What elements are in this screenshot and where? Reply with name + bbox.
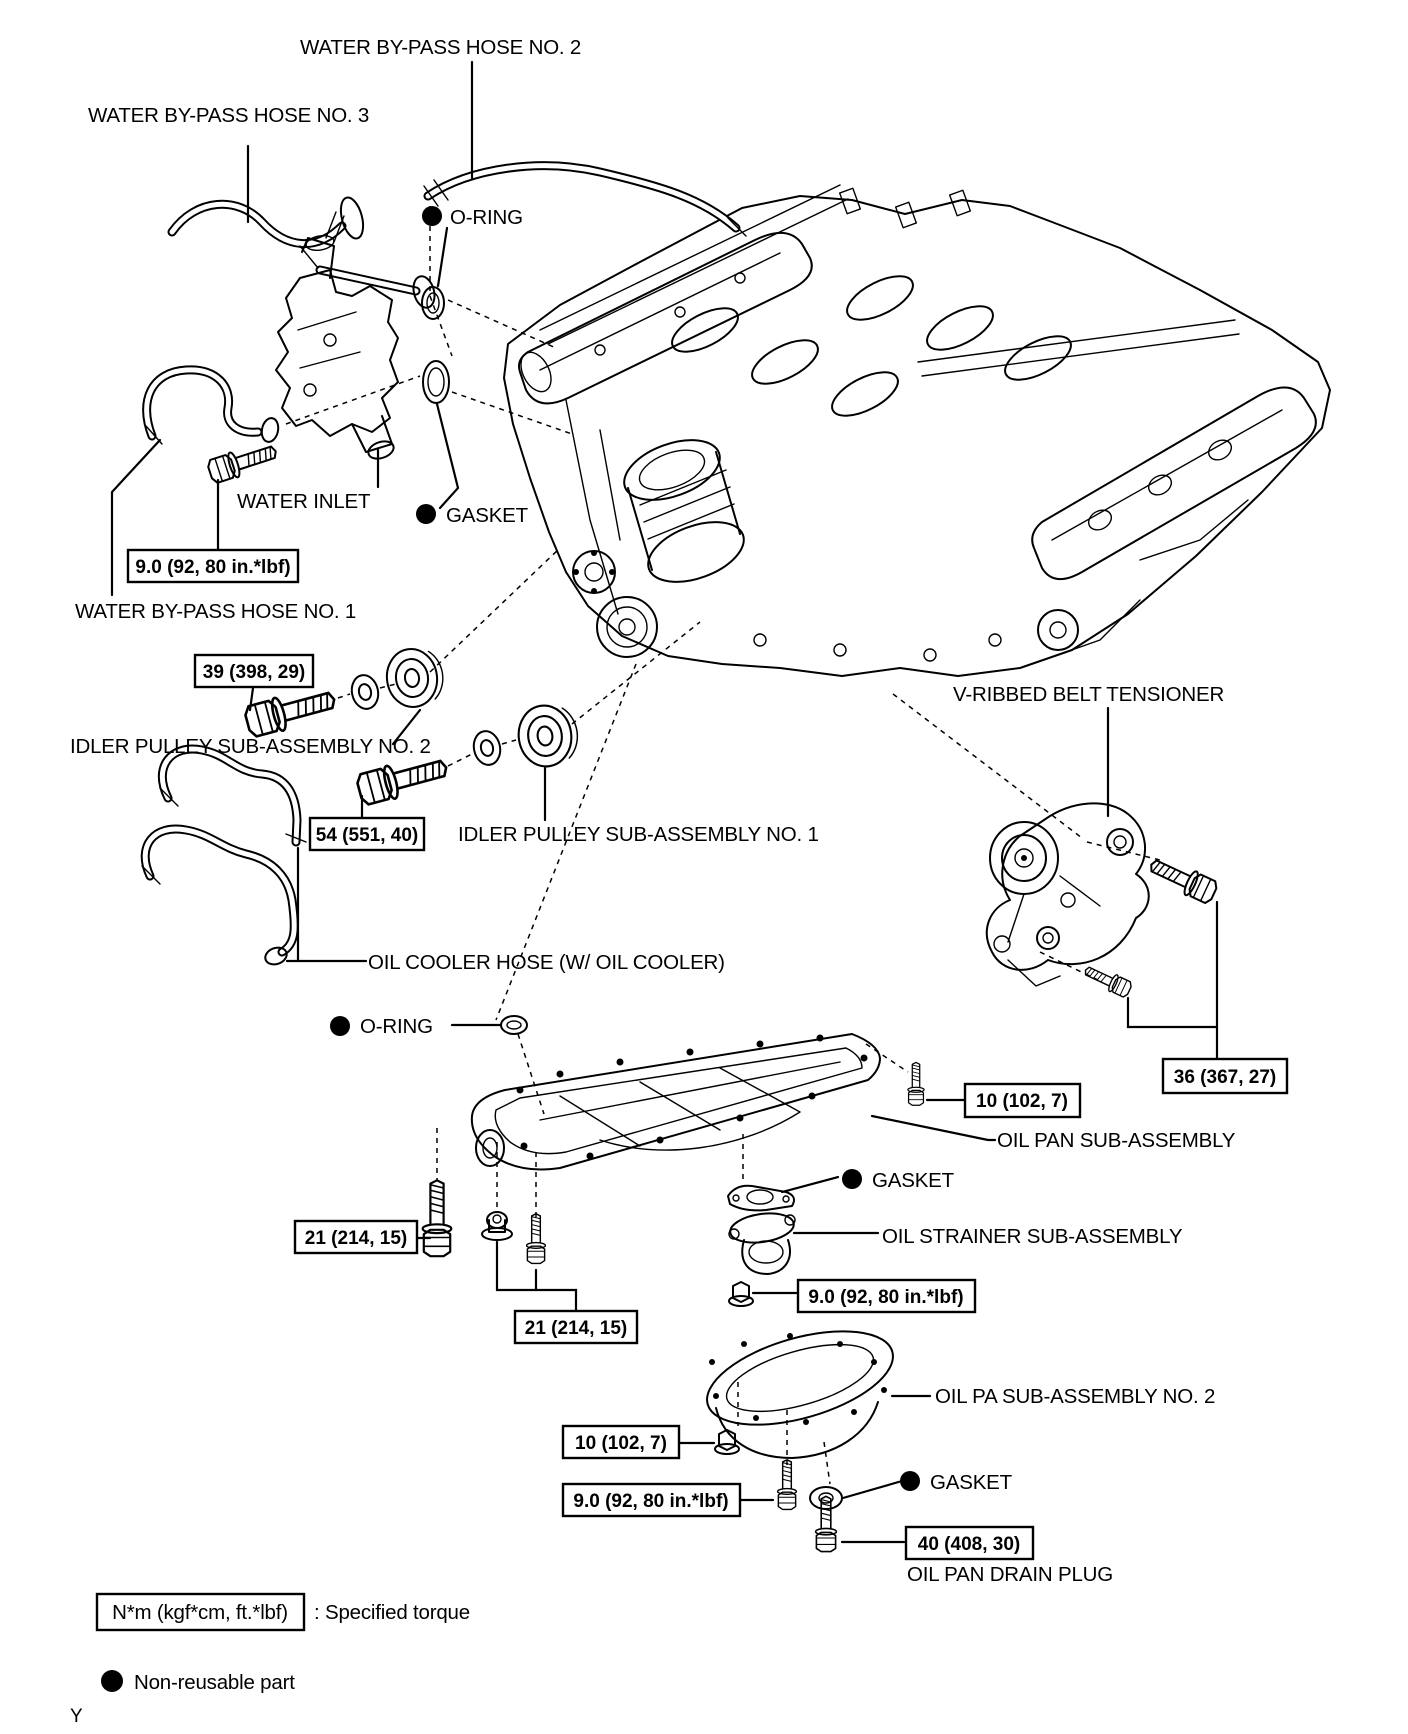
oil-pan-bolt-small (908, 1062, 924, 1105)
torque-value: 9.0 (92, 80 in.*lbf) (135, 557, 291, 578)
torque-value: 10 (102, 7) (575, 1433, 667, 1454)
o-ring-oil-pan-part (501, 1016, 527, 1034)
engine-assembly (504, 185, 1330, 676)
torque-box-oil-pan2-nut (563, 1426, 679, 1458)
right-valve-cover (1032, 387, 1316, 579)
torque-box-strainer-nut (798, 1280, 975, 1312)
label-oil-pan: OIL PAN SUB-ASSEMBLY (997, 1129, 1236, 1152)
label-gasket-strainer: GASKET (872, 1169, 954, 1192)
oil-cooler-hose-part (142, 749, 306, 967)
oil-pan-plug-bolt (482, 1212, 512, 1240)
non-reusable-bullet-icon (900, 1471, 920, 1491)
oil-filter-housing (616, 428, 752, 593)
torque-value: 36 (367, 27) (1173, 1067, 1277, 1088)
non-reusable-bullet-icon (330, 1016, 350, 1036)
water-pump-flange (573, 550, 615, 594)
fuel-rail-right (918, 320, 1239, 376)
torque-box-water-inlet (128, 550, 298, 582)
non-reusable-bullet-icon (101, 1670, 123, 1692)
legend-non-reusable: Non-reusable part (134, 1671, 295, 1694)
oil-pan-part (472, 1034, 880, 1170)
torque-box-oil-pan-long (295, 1221, 417, 1253)
oil-pan2-bolt (778, 1460, 797, 1510)
oil-pan-bolt-pair2 (527, 1214, 546, 1264)
gasket-water-inlet-part (423, 361, 449, 403)
strainer-nut (729, 1282, 753, 1306)
water-inlet-part (276, 234, 398, 462)
label-o-ring-oil-pan: O-RING (360, 1015, 433, 1038)
oil-pan-2-part (697, 1313, 904, 1458)
fuel-rail-left (540, 185, 848, 344)
legend-torque-unit: N*m (kgf*cm, ft.*lbf) (112, 1601, 288, 1624)
torque-value: 21 (214, 15) (304, 1228, 408, 1249)
torque-box-tensioner (1163, 1059, 1287, 1093)
water-bypass-hose-3-part (172, 195, 438, 310)
label-oil-pan-drain-plug: OIL PAN DRAIN PLUG (907, 1563, 1114, 1586)
label-oil-pan-2: OIL PA SUB-ASSEMBLY NO. 2 (935, 1385, 1216, 1408)
idler-2-bolt (243, 683, 338, 739)
accessory-bracket (754, 500, 1248, 664)
torque-value: 10 (102, 7) (976, 1091, 1068, 1112)
torque-value: 39 (398, 29) (202, 662, 306, 683)
strainer-gasket-part (728, 1186, 794, 1211)
label-gasket-water-inlet: GASKET (446, 504, 528, 527)
label-gasket-drain: GASKET (930, 1471, 1012, 1494)
oil-pan-drain-plug-part (816, 1496, 837, 1551)
torque-value: 54 (551, 40) (315, 825, 419, 846)
idler-2-washer (349, 673, 382, 712)
legend-torque-desc: : Specified torque (314, 1601, 470, 1624)
label-idler-pulley-2: IDLER PULLEY SUB-ASSEMBLY NO. 2 (70, 735, 431, 758)
label-water-inlet: WATER INLET (237, 490, 371, 513)
idler-1-bolt (355, 751, 450, 807)
belt-tensioner-part (987, 803, 1149, 986)
ignition-coils (840, 188, 971, 227)
label-water-bypass-hose-3: WATER BY-PASS HOSE NO. 3 (88, 104, 370, 127)
torque-box-idler-2 (195, 655, 313, 687)
water-bypass-hose-1-part (146, 370, 280, 444)
oil-pan2-nut (715, 1430, 739, 1454)
torque-box-idler-1 (310, 818, 424, 850)
torque-value: 21 (214, 15) (524, 1318, 628, 1339)
non-reusable-bullet-icon (422, 206, 442, 226)
torque-value: 9.0 (92, 80 in.*lbf) (808, 1287, 964, 1308)
label-water-bypass-hose-2: WATER BY-PASS HOSE NO. 2 (300, 36, 582, 59)
idler-1-washer (471, 729, 504, 768)
label-water-bypass-hose-1: WATER BY-PASS HOSE NO. 1 (75, 600, 357, 623)
torque-box-oil-pan2-bolt (563, 1484, 740, 1516)
torque-value: 40 (408, 30) (917, 1534, 1021, 1555)
water-inlet-bolt (206, 439, 280, 485)
label-oil-strainer: OIL STRAINER SUB-ASSEMBLY (882, 1225, 1183, 1248)
torque-box-oil-pan-pair (515, 1311, 637, 1343)
left-valve-cover (515, 233, 812, 404)
crank-pulley (597, 597, 657, 657)
torque-box-drain-plug (906, 1527, 1033, 1559)
legend (97, 1594, 470, 1694)
oil-strainer-part (728, 1210, 795, 1274)
label-oil-cooler-hose: OIL COOLER HOSE (W/ OIL COOLER) (368, 951, 725, 974)
tensioner-bolt-long (1146, 853, 1220, 906)
non-reusable-bullet-icon (842, 1169, 862, 1189)
tensioner-bolt-short (1082, 962, 1133, 999)
page-marker: Y (70, 1706, 83, 1727)
torque-value: 9.0 (92, 80 in.*lbf) (573, 1491, 729, 1512)
intake-manifold-ports (666, 267, 1078, 424)
label-idler-pulley-1: IDLER PULLEY SUB-ASSEMBLY NO. 1 (458, 823, 819, 846)
idler-pulley-1-part (515, 701, 581, 769)
drain-gasket-part (810, 1487, 842, 1509)
label-v-ribbed-belt-tensioner: V-RIBBED BELT TENSIONER (953, 683, 1225, 706)
oil-pan-bolt-long (423, 1180, 452, 1256)
label-o-ring-top: O-RING (450, 206, 523, 229)
idler-pulley-2-part (383, 645, 446, 710)
torque-box-oil-pan-small (965, 1084, 1080, 1117)
non-reusable-bullet-icon (416, 504, 436, 524)
